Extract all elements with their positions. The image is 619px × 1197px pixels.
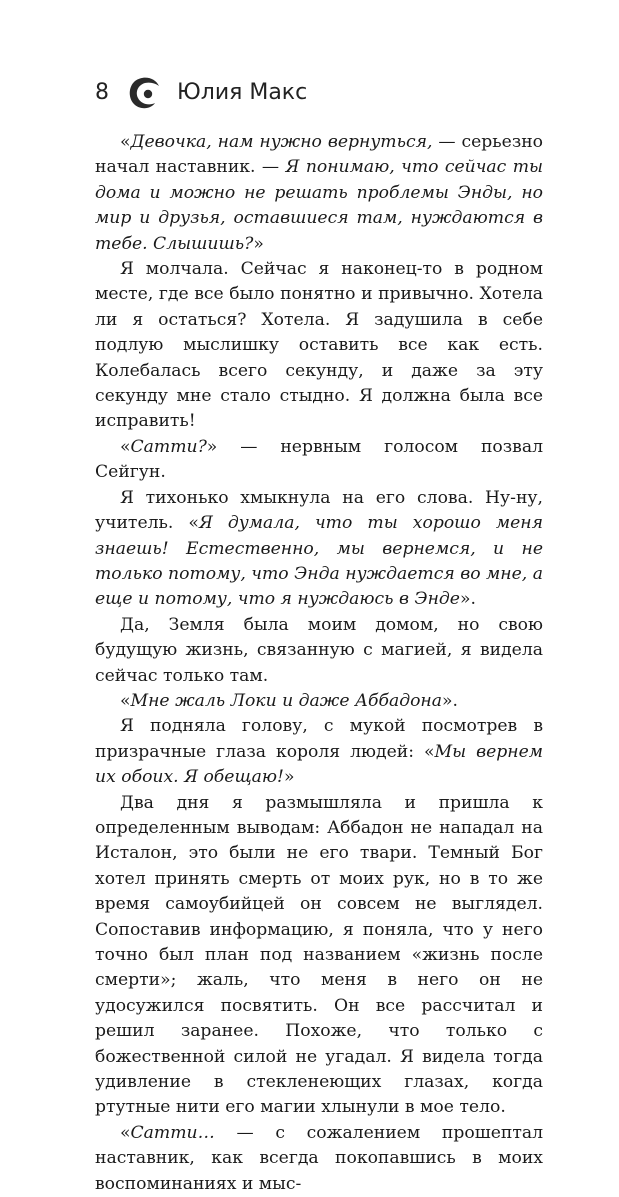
text-run: ». <box>442 690 458 711</box>
italic-run: Сатти… <box>130 1122 215 1143</box>
paragraph <box>95 130 543 257</box>
italic-run: Мне жаль Локи и даже Аббадона <box>130 690 443 711</box>
paragraph <box>95 486 543 613</box>
italic-run: Я понимаю, что сейчас ты дома и можно не решать проблемы Энды, но мир и друзья, оставшиеся там, нуждаются в тебе. Слышишь? <box>95 157 544 254</box>
text-run: » <box>283 767 295 788</box>
body-text <box>95 130 543 1197</box>
paragraph <box>95 435 543 486</box>
text-run: « <box>120 132 131 152</box>
text-run: » <box>253 233 264 254</box>
text-run: « <box>120 1122 131 1143</box>
italic-run: Девочка, нам нужно вернуться, <box>130 132 433 152</box>
paragraph <box>95 791 543 1121</box>
swirl-logo-icon <box>125 72 165 112</box>
text-run: « <box>120 690 131 711</box>
paragraph <box>95 613 543 689</box>
paragraph <box>95 689 543 714</box>
text-run: » — нервным голосом позвал Сейгун. <box>95 436 543 483</box>
text-run: Два дня я размышляла и пришла к определенным выводам: Аббадон не нападал на Исталон, это были не его твари. Темный Бог хотел принять смерть от моих рук, но в то же время самоубийцей он совсем не выглядел. Сопоставив информацию, я поняла, что у него точно был план под названием «жизнь после смерти»; жаль, что меня в него он не удосужился посвятить. Он все рассчитал и решил заранее. Похоже, что только с божественной силой не угадал. Я видела тогда удивление в стекленеющих глазах, когда ртутные нити его магии хлынули в мое тело. <box>95 792 543 1118</box>
paragraph <box>95 257 543 435</box>
text-run: Я подняла голову, с мукой посмотрев в призрачные глаза короля людей: « <box>95 716 543 762</box>
text-run: Да, Земля была моим домом, но свою будущую жизнь, связанную с магией, я видела сейчас только там. <box>95 614 543 686</box>
italic-run: Я думала, что ты хорошо меня знаешь! Естественно, мы вернемся, и не только потому, что Энда нуждается во мне, а еще и потому, что я нуждаюсь в Энде <box>95 513 543 610</box>
italic-run: Сатти? <box>130 436 207 457</box>
text-run: Я тихонько хмыкнула на его слова. Ну-ну, учитель. « <box>95 487 543 534</box>
author-name: Юлия Макс <box>177 79 308 105</box>
page-number: 8 <box>95 79 109 105</box>
italic-run: Мы вернем их обоих. Я обещаю! <box>95 741 544 788</box>
text-run: — с сожалением прошептал наставник, как всегда покопавшись в моих воспоминаниях и мыс- <box>95 1122 543 1194</box>
text-run: « <box>120 436 131 457</box>
text-run: — серьезно начал наставник. — <box>95 132 543 178</box>
text-run: ». <box>459 589 476 610</box>
text-run: Я молчала. Сейчас я наконец-то в родном месте, где все было понятно и привычно. Хотела ли я остаться? Хотела. Я задушила в себе подлую мыслишку оставить все как есть. Колебалась всего секунду, и даже за эту секунду мне стало стыдно. Я должна была все исправить! <box>95 259 543 432</box>
running-header <box>95 72 307 112</box>
paragraph <box>95 714 543 790</box>
paragraph <box>95 1121 543 1197</box>
